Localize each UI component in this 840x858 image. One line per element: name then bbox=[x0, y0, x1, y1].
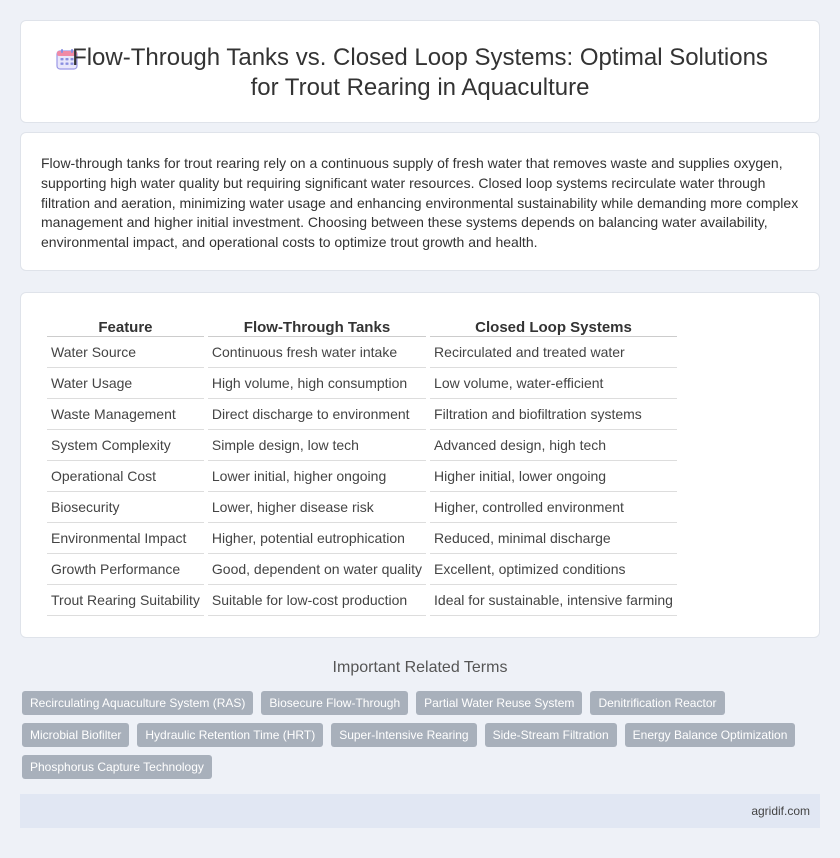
tag-microbial-biofilter[interactable]: Microbial Biofilter bbox=[22, 723, 129, 747]
table-cell: Operational Cost bbox=[47, 461, 204, 492]
table-cell: Trout Rearing Suitability bbox=[47, 585, 204, 616]
related-terms-title: Important Related Terms bbox=[332, 659, 508, 676]
table-cell: Biosecurity bbox=[47, 492, 204, 523]
table-cell: Higher, controlled environment bbox=[430, 492, 677, 523]
table-cell: Reduced, minimal discharge bbox=[430, 523, 677, 554]
table-row bbox=[47, 585, 677, 616]
tag-ras[interactable]: Recirculating Aquaculture System (RAS) bbox=[22, 691, 253, 715]
header-closed-loop: Closed Loop Systems bbox=[430, 315, 677, 337]
table-cell: Growth Performance bbox=[47, 554, 204, 585]
table-cell: Direct discharge to environment bbox=[208, 399, 426, 430]
tag-denitrification-reactor[interactable]: Denitrification Reactor bbox=[590, 691, 724, 715]
tag-biosecure-flow-through[interactable]: Biosecure Flow-Through bbox=[261, 691, 408, 715]
table-row bbox=[47, 554, 677, 585]
table-cell: Low volume, water-efficient bbox=[430, 368, 677, 399]
table-cell: Ideal for sustainable, intensive farming bbox=[430, 585, 677, 616]
footer bbox=[20, 794, 820, 828]
table-row bbox=[47, 492, 677, 523]
tag-side-stream-filtration[interactable]: Side-Stream Filtration bbox=[485, 723, 617, 747]
header-card bbox=[20, 20, 820, 123]
summary-text: Flow-through tanks for trout rearing rely on a continuous supply of fresh water that removes waste and supplies oxygen, supporting high water quality but requiring significant water resources. Closed loop systems recirculate water through filtration and aeration, minimizing water usage and enhancing environmental sustainability while demanding more complex management and higher initial investment. Choosing between these systems depends on balancing water availability, environmental impact, and operational costs to optimize trout growth and health. bbox=[41, 155, 799, 251]
tag-energy-balance-optimization[interactable]: Energy Balance Optimization bbox=[625, 723, 796, 747]
table-row bbox=[47, 461, 677, 492]
tag-partial-water-reuse[interactable]: Partial Water Reuse System bbox=[416, 691, 582, 715]
table-cell: Higher initial, lower ongoing bbox=[430, 461, 677, 492]
table-cell: Lower, higher disease risk bbox=[208, 492, 426, 523]
footer-site-link[interactable]: agridif.com bbox=[751, 804, 810, 818]
table-cell: Excellent, optimized conditions bbox=[430, 554, 677, 585]
table-cell: Good, dependent on water quality bbox=[208, 554, 426, 585]
table-cell: Higher, potential eutrophication bbox=[208, 523, 426, 554]
table-cell: Waste Management bbox=[47, 399, 204, 430]
table-cell: Continuous fresh water intake bbox=[208, 337, 426, 368]
table-row bbox=[47, 523, 677, 554]
table-cell: Water Usage bbox=[47, 368, 204, 399]
table-cell: System Complexity bbox=[47, 430, 204, 461]
table-cell: Filtration and biofiltration systems bbox=[430, 399, 677, 430]
summary-card bbox=[20, 132, 820, 271]
table-row bbox=[47, 430, 677, 461]
tag-phosphorus-capture[interactable]: Phosphorus Capture Technology bbox=[22, 755, 212, 779]
related-terms-tags bbox=[22, 691, 802, 779]
tag-super-intensive-rearing[interactable]: Super-Intensive Rearing bbox=[331, 723, 476, 747]
header-flow-through: Flow-Through Tanks bbox=[208, 315, 426, 337]
comparison-table bbox=[43, 315, 681, 616]
tag-hydraulic-retention-time[interactable]: Hydraulic Retention Time (HRT) bbox=[137, 723, 323, 747]
table-cell: Simple design, low tech bbox=[208, 430, 426, 461]
table-cell: Environmental Impact bbox=[47, 523, 204, 554]
table-cell: Suitable for low-cost production bbox=[208, 585, 426, 616]
table-cell: Recirculated and treated water bbox=[430, 337, 677, 368]
table-row bbox=[47, 337, 677, 368]
header-feature: Feature bbox=[47, 315, 204, 337]
table-cell: Water Source bbox=[47, 337, 204, 368]
table-row bbox=[47, 399, 677, 430]
table-cell: Lower initial, higher ongoing bbox=[208, 461, 426, 492]
table-row bbox=[47, 368, 677, 399]
page-title: Flow-Through Tanks vs. Closed Loop Systems: Optimal Solutions for Trout Rearing in Aquaculture bbox=[72, 44, 768, 101]
comparison-table-card bbox=[20, 292, 820, 638]
table-cell: Advanced design, high tech bbox=[430, 430, 677, 461]
table-cell: High volume, high consumption bbox=[208, 368, 426, 399]
table-header-row bbox=[47, 315, 677, 337]
